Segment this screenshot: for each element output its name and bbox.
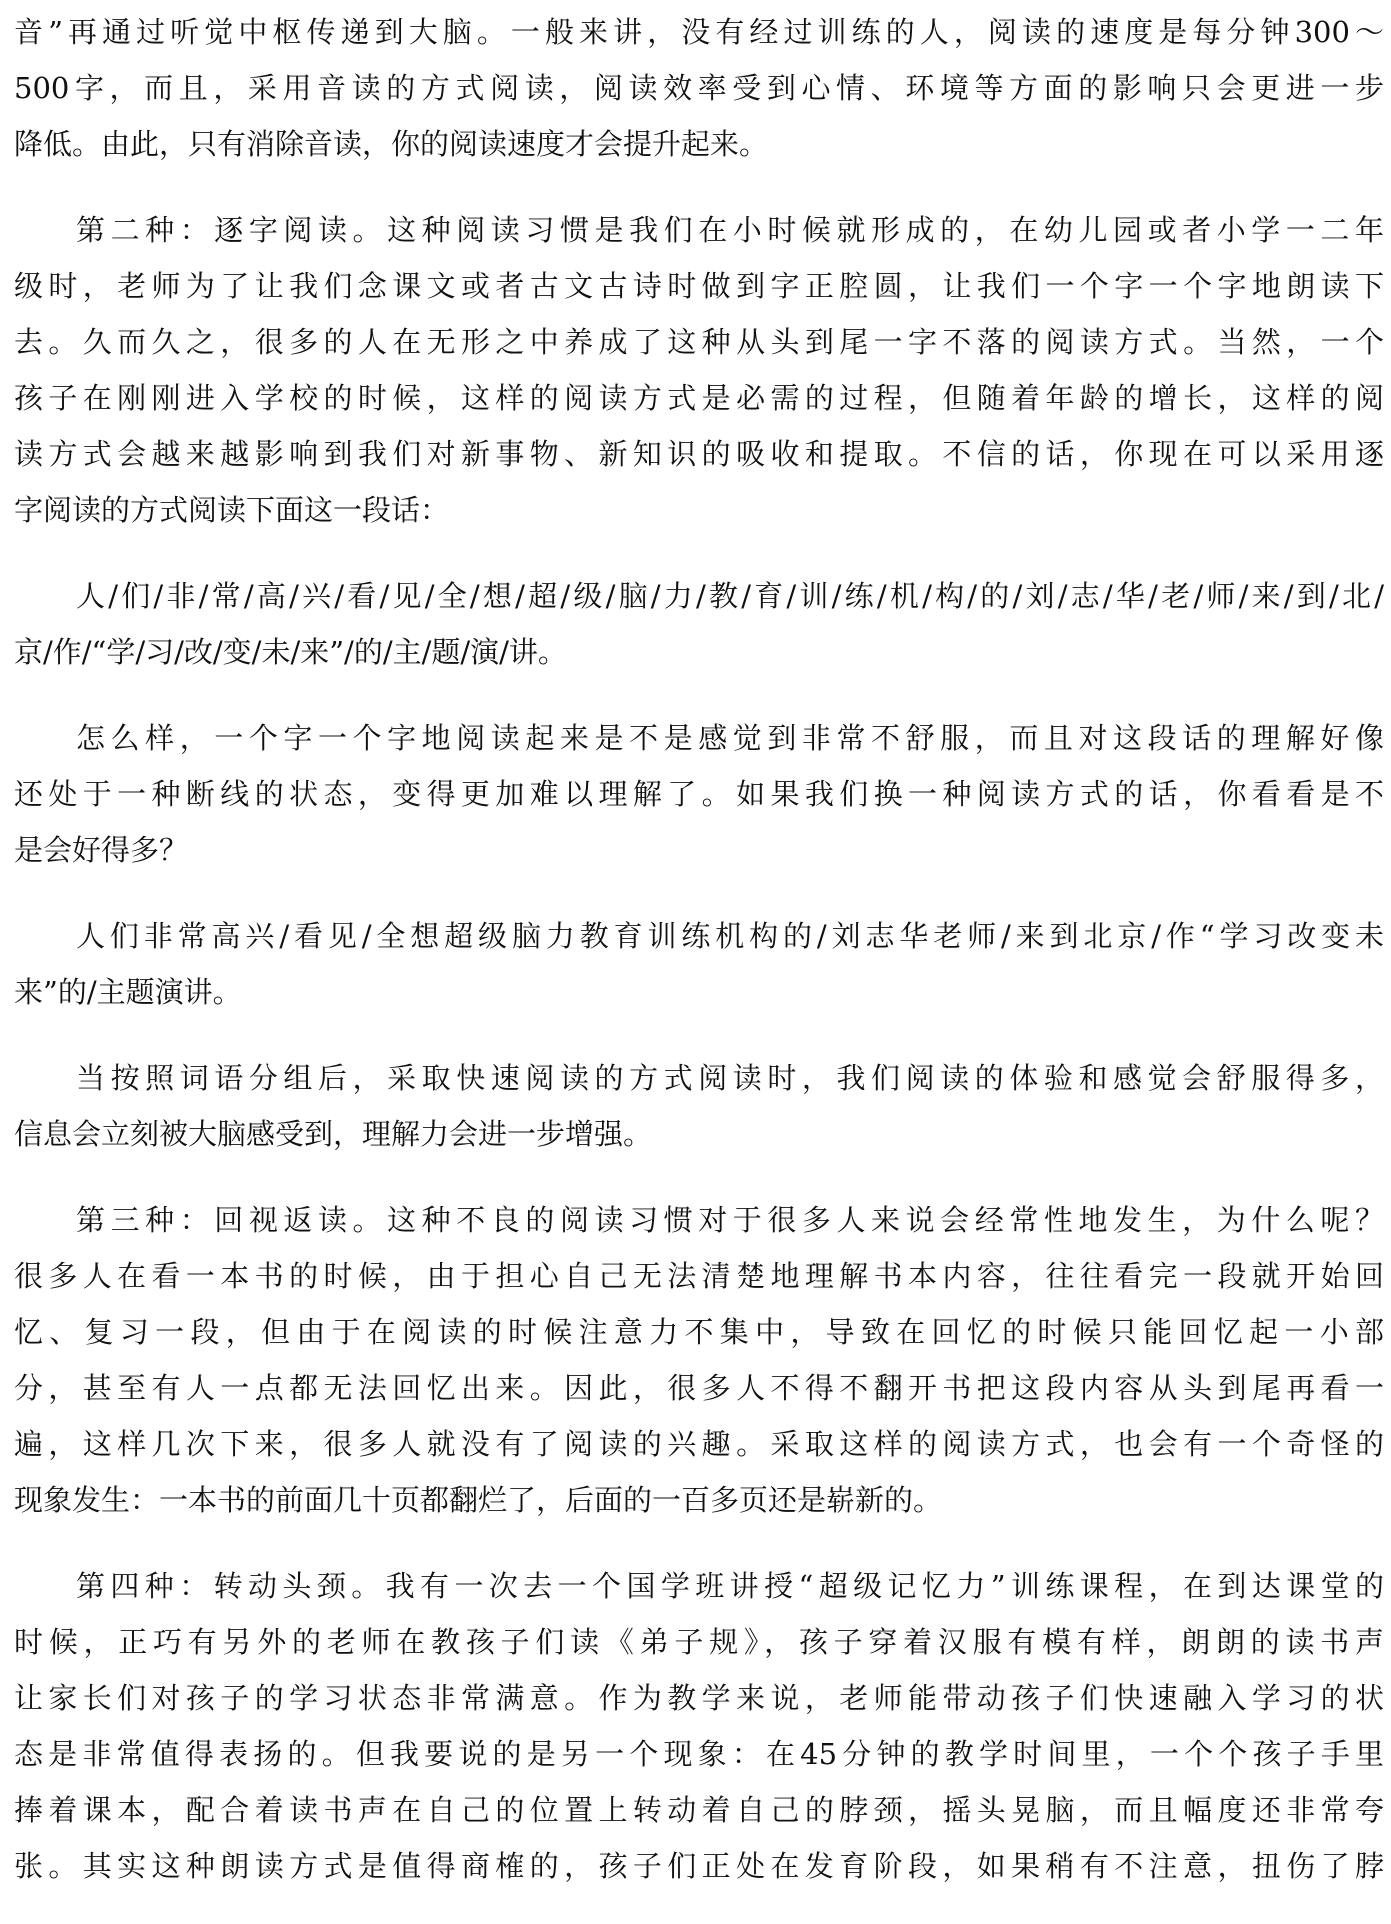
text-line: 第二种：逐字阅读。这种阅读习惯是我们在小时候就形成的，在幼儿园或者小学一二年 xyxy=(76,213,1384,247)
text-line: 字阅读的方式阅读下面这一段话： xyxy=(14,493,450,527)
text-line: 第三种：回视返读。这种不良的阅读习惯对于很多人来说会经常性地发生，为什么呢？ xyxy=(76,1203,1384,1237)
text-line: 孩子在刚刚进入学校的时候，这样的阅读方式是必需的过程，但随着年龄的增长，这样的阅 xyxy=(14,381,1384,415)
text-line: 张。其实这种朗读方式是值得商榷的，孩子们正处在发育阶段，如果稍有不注意，扭伤了脖 xyxy=(14,1849,1384,1883)
text-line: 遍，这样几次下来，很多人就没有了阅读的兴趣。采取这样的阅读方式，也会有一个奇怪的 xyxy=(14,1427,1384,1461)
text-line: 级时，老师为了让我们念课文或者古文古诗时做到字正腔圆，让我们一个字一个字地朗读下 xyxy=(14,269,1384,303)
text-line: 信息会立刻被大脑感受到，理解力会进一步增强。 xyxy=(14,1117,653,1151)
text-line: 是会好得多？ xyxy=(14,833,189,867)
paragraph-third-habit xyxy=(14,1192,1384,1528)
paragraph-how-about xyxy=(14,710,1384,878)
text-line: 让家长们对孩子的学习状态非常满意。作为教学来说，老师能带动孩子们快速融入学习的状 xyxy=(14,1681,1384,1715)
paragraph-second-habit xyxy=(14,202,1384,538)
text-line: 500字，而且，采用音读的方式阅读，阅读效率受到心情、环境等方面的影响只会更进一步 xyxy=(14,71,1384,105)
text-line: 忆、复习一段，但由于在阅读的时候注意力不集中，导致在回忆的时候只能回忆起一小部 xyxy=(14,1315,1384,1349)
text-line: 分，甚至有人一点都无法回忆出来。因此，很多人不得不翻开书把这段内容从头到尾再看一 xyxy=(14,1371,1384,1405)
text-line: 很多人在看一本书的时候，由于担心自己无法清楚地理解书本内容，往往看完一段就开始回 xyxy=(14,1259,1384,1293)
paragraph-intro-continuation xyxy=(14,4,1384,172)
document-page xyxy=(14,4,1384,1924)
text-line: 人们非常高兴/看见/全想超级脑力教育训练机构的/刘志华老师/来到北京/作“学习改变未 xyxy=(76,919,1384,953)
text-line: 京/作/“学/习/改/变/未/来”/的/主/题/演/讲。 xyxy=(14,635,567,669)
paragraph-fourth-habit xyxy=(14,1558,1384,1894)
text-line: 捧着课本，配合着读书声在自己的位置上转动着自己的脖颈，摇头晃脑，而且幅度还非常夸 xyxy=(14,1793,1384,1827)
text-line: 去。久而久之，很多的人在无形之中养成了这种从头到尾一字不落的阅读方式。当然，一个 xyxy=(14,325,1384,359)
paragraph-word-grouping-result xyxy=(14,1050,1384,1162)
text-line: 怎么样，一个字一个字地阅读起来是不是感觉到非常不舒服，而且对这段话的理解好像 xyxy=(76,721,1384,755)
paragraph-example-char-split xyxy=(14,568,1384,680)
text-line: 态是非常值得表扬的。但我要说的是另一个现象：在45分钟的教学时间里，一个个孩子手里 xyxy=(14,1737,1384,1771)
text-line: 降低。由此，只有消除音读，你的阅读速度才会提升起来。 xyxy=(14,127,769,161)
text-line: 人/们/非/常/高/兴/看/见/全/想/超/级/脑/力/教/育/训/练/机/构/的/刘/志/华/老/师/来/到/北/ xyxy=(76,579,1384,613)
text-line: 来”的/主题演讲。 xyxy=(14,975,242,1009)
text-line: 还处于一种断线的状态，变得更加难以理解了。如果我们换一种阅读方式的话，你看看是不 xyxy=(14,777,1384,811)
text-line: 读方式会越来越影响到我们对新事物、新知识的吸收和提取。不信的话，你现在可以采用逐 xyxy=(14,437,1384,471)
text-line: 音”再通过听觉中枢传递到大脑。一般来讲，没有经过训练的人，阅读的速度是每分钟300～ xyxy=(14,15,1384,49)
text-line: 现象发生：一本书的前面几十页都翻烂了，后面的一百多页还是崭新的。 xyxy=(14,1483,943,1517)
text-line: 当按照词语分组后，采取快速阅读的方式阅读时，我们阅读的体验和感觉会舒服得多， xyxy=(76,1061,1384,1095)
paragraph-example-word-groups xyxy=(14,908,1384,1020)
text-line: 第四种：转动头颈。我有一次去一个国学班讲授“超级记忆力”训练课程，在到达课堂的 xyxy=(76,1569,1384,1603)
text-line: 时候，正巧有另外的老师在教孩子们读《弟子规》，孩子穿着汉服有模有样，朗朗的读书声 xyxy=(14,1625,1384,1659)
